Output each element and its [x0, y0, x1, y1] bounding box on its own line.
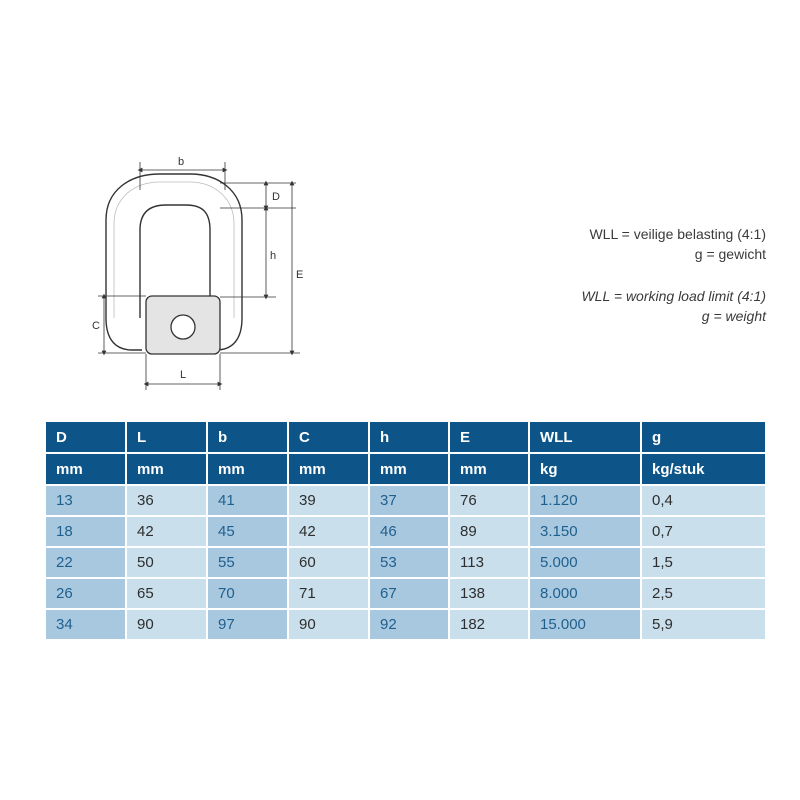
- legend-nl-g: g = gewicht: [694, 246, 766, 262]
- table-cell: 138: [449, 578, 529, 609]
- table-row: [46, 485, 765, 516]
- table-cell: 97: [207, 609, 288, 640]
- unit-WLL: kg: [529, 453, 641, 485]
- table-cell: 70: [207, 578, 288, 609]
- header-WLL: WLL: [529, 422, 641, 453]
- table-cell: 60: [288, 547, 369, 578]
- unit-C: mm: [288, 453, 369, 485]
- table-cell: 13: [46, 485, 126, 516]
- table-cell: 42: [288, 516, 369, 547]
- table-cell: 182: [449, 609, 529, 640]
- table-cell: 2,5: [641, 578, 765, 609]
- table-row: [46, 516, 765, 547]
- table-cell: 0,7: [641, 516, 765, 547]
- lifting-eye-drawing: [80, 150, 320, 390]
- table-cell: 15.000: [529, 609, 641, 640]
- table-cell: 50: [126, 547, 207, 578]
- table-cell: 92: [369, 609, 449, 640]
- table-cell: 3.150: [529, 516, 641, 547]
- table-cell: 18: [46, 516, 126, 547]
- legend-en-g: g = weight: [701, 308, 766, 324]
- legend-en-wll: WLL = working load limit (4:1): [581, 288, 766, 304]
- table-cell: 53: [369, 547, 449, 578]
- unit-g: kg/stuk: [641, 453, 765, 485]
- table-cell: 90: [126, 609, 207, 640]
- table-cell: 5,9: [641, 609, 765, 640]
- header-L: L: [126, 422, 207, 453]
- table-cell: 67: [369, 578, 449, 609]
- unit-L: mm: [126, 453, 207, 485]
- table-row: [46, 609, 765, 640]
- header-D: D: [46, 422, 126, 453]
- table-cell: 34: [46, 609, 126, 640]
- unit-h: mm: [369, 453, 449, 485]
- table-row: [46, 547, 765, 578]
- dim-E: [220, 183, 300, 353]
- table-cell: 5.000: [529, 547, 641, 578]
- table-cell: 22: [46, 547, 126, 578]
- table-cell: 36: [126, 485, 207, 516]
- table-cell: 45: [207, 516, 288, 547]
- label-L: L: [180, 369, 187, 381]
- table-cell: 0,4: [641, 485, 765, 516]
- table-cell: 1.120: [529, 485, 641, 516]
- spec-table: [46, 422, 765, 641]
- legend: [446, 224, 766, 326]
- header-g: g: [641, 422, 765, 453]
- table-cell: 55: [207, 547, 288, 578]
- header-h: h: [369, 422, 449, 453]
- header-C: C: [288, 422, 369, 453]
- table-cell: 26: [46, 578, 126, 609]
- table-cell: 46: [369, 516, 449, 547]
- dimension-diagram: [80, 150, 320, 390]
- label-C: C: [92, 320, 100, 332]
- table-cell: 71: [288, 578, 369, 609]
- header-b: b: [207, 422, 288, 453]
- unit-b: mm: [207, 453, 288, 485]
- legend-nl-wll: WLL = veilige belasting (4:1): [589, 226, 766, 242]
- header-row-symbols: [46, 422, 765, 453]
- table-cell: 89: [449, 516, 529, 547]
- base-plate: [146, 296, 220, 354]
- table-cell: 8.000: [529, 578, 641, 609]
- table-row: [46, 578, 765, 609]
- dim-C: [98, 296, 146, 353]
- dim-D: [220, 183, 296, 208]
- label-E: E: [296, 269, 304, 281]
- header-E: E: [449, 422, 529, 453]
- label-h: h: [270, 250, 277, 262]
- unit-D: mm: [46, 453, 126, 485]
- table-cell: 39: [288, 485, 369, 516]
- table-cell: 65: [126, 578, 207, 609]
- table-cell: 41: [207, 485, 288, 516]
- table-cell: 37: [369, 485, 449, 516]
- table-cell: 76: [449, 485, 529, 516]
- table-cell: 1,5: [641, 547, 765, 578]
- table-cell: 113: [449, 547, 529, 578]
- label-D: D: [272, 191, 280, 203]
- unit-E: mm: [449, 453, 529, 485]
- dim-h: [220, 208, 276, 297]
- label-b: b: [178, 156, 185, 168]
- header-row-units: [46, 453, 765, 485]
- table-cell: 42: [126, 516, 207, 547]
- table-cell: 90: [288, 609, 369, 640]
